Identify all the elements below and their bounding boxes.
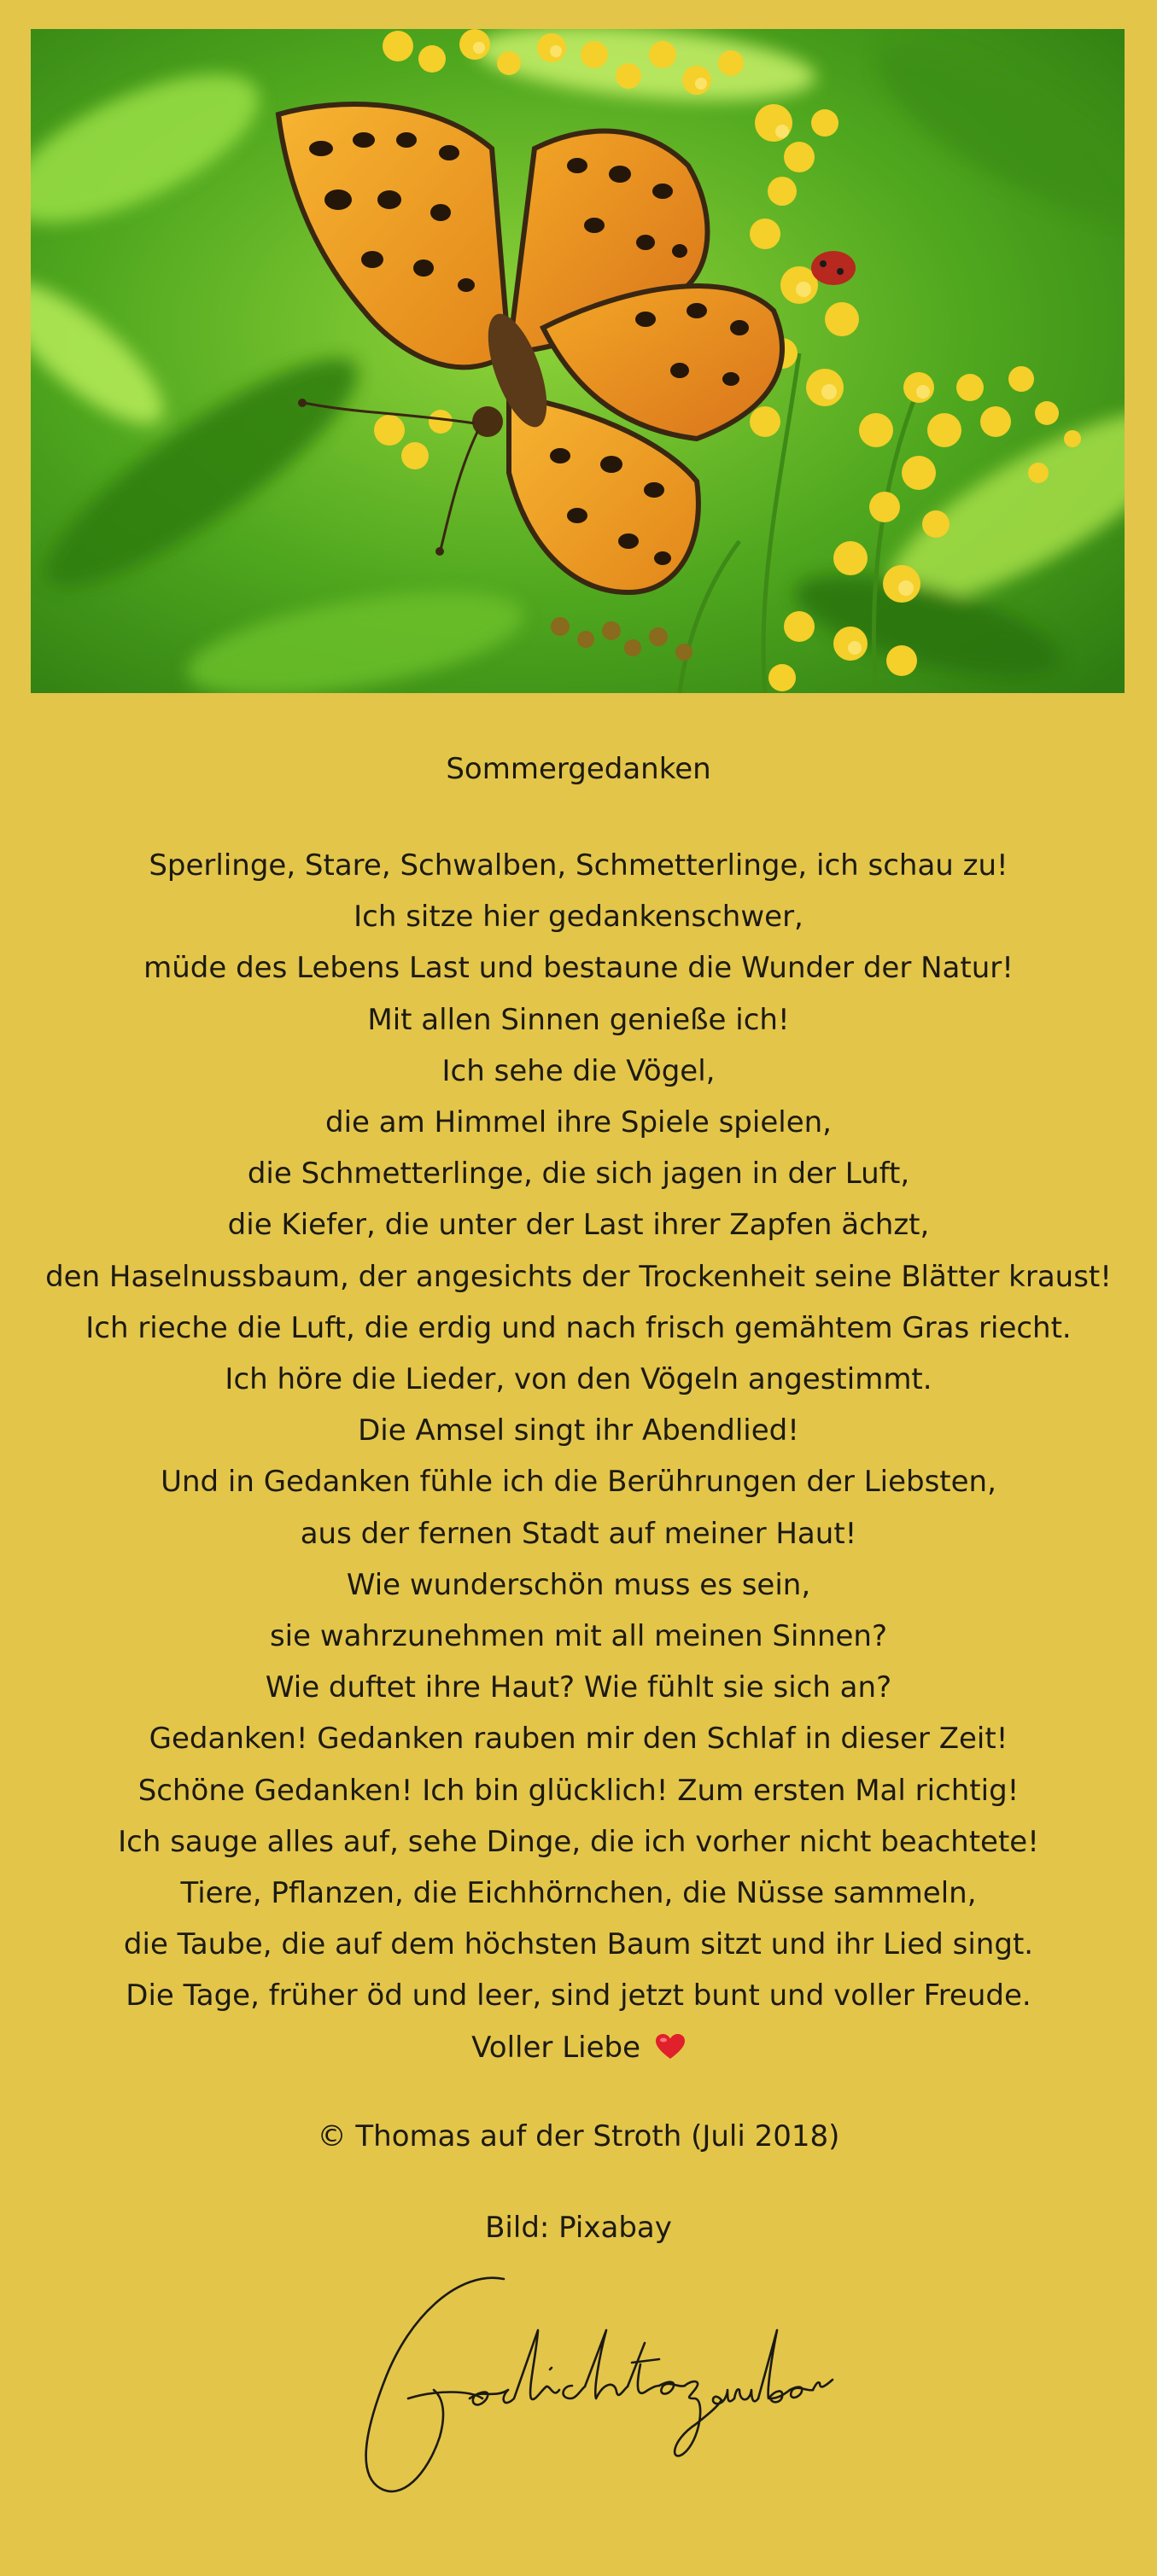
poem-line: Gedanken! Gedanken rauben mir den Schlaf in dieser Zeit! <box>149 1722 1008 1757</box>
butterfly-photo <box>31 29 1125 693</box>
poem-line: die Kiefer, die unter der Last ihrer Zapfen ächzt, <box>227 1208 930 1243</box>
poem-line: Ich sehe die Vögel, <box>441 1053 716 1088</box>
poem-line: Wie duftet ihre Haut? Wie fühlt sie sich an? <box>265 1670 892 1705</box>
poem-lines <box>0 840 1157 2073</box>
poem-line: die am Himmel ihre Spiele spielen, <box>325 1105 832 1140</box>
poem-line: Ich sauge alles auf, sehe Dinge, die ich vorher nicht beachtete! <box>118 1824 1039 1859</box>
poem-line: den Haselnussbaum, der angesichts der Trockenheit seine Blätter kraust! <box>45 1259 1112 1294</box>
poem-line: Sperlinge, Stare, Schwalben, Schmetterlinge, ich schau zu! <box>149 848 1008 883</box>
poem-line: sie wahrzunehmen mit all meinen Sinnen? <box>269 1619 888 1654</box>
poem-line: Und in Gedanken fühle ich die Berührungen der Liebsten, <box>161 1465 996 1500</box>
poem-line: Wie wunderschön muss es sein, <box>346 1567 811 1602</box>
poem-line: Ich sitze hier gedankenschwer, <box>354 900 803 935</box>
poem-line: Die Amsel singt ihr Abendlied! <box>358 1413 799 1448</box>
red-heart-icon <box>655 2025 686 2053</box>
poem-closing-line <box>0 2022 1157 2073</box>
handwritten-signature-logo <box>333 2262 837 2509</box>
butterfly-photo-drawing <box>31 29 1125 693</box>
poem-line: Mit allen Sinnen genieße ich! <box>367 1002 790 1037</box>
image-credit: Bild: Pixabay <box>485 2211 672 2245</box>
poem-line: müde des Lebens Last und bestaune die Wunder der Natur! <box>143 951 1014 986</box>
poem-title: Sommergedanken <box>446 752 711 786</box>
signature-drawing <box>333 2262 837 2509</box>
poem-closing-text: Voller Liebe <box>471 2030 640 2065</box>
poem-line: Die Tage, früher öd und leer, sind jetzt bunt und voller Freude. <box>126 1979 1031 2014</box>
poem-line: Schöne Gedanken! Ich bin glücklich! Zum ersten Mal richtig! <box>137 1773 1020 1808</box>
poem-line: Ich höre die Lieder, von den Vögeln angestimmt. <box>225 1362 932 1397</box>
copyright-notice: © Thomas auf der Stroth (Juli 2018) <box>317 2119 840 2153</box>
poem-line: die Taube, die auf dem höchsten Baum sitzt und ihr Lied singt. <box>123 1927 1034 1962</box>
poem-line: die Schmetterlinge, die sich jagen in der Luft, <box>247 1157 910 1192</box>
poem-line: Tiere, Pflanzen, die Eichhörnchen, die Nüsse sammeln, <box>180 1876 977 1911</box>
poem-line: Ich rieche die Luft, die erdig und nach frisch gemähtem Gras riecht. <box>85 1310 1072 1345</box>
poem-line: aus der fernen Stadt auf meiner Haut! <box>300 1516 857 1551</box>
